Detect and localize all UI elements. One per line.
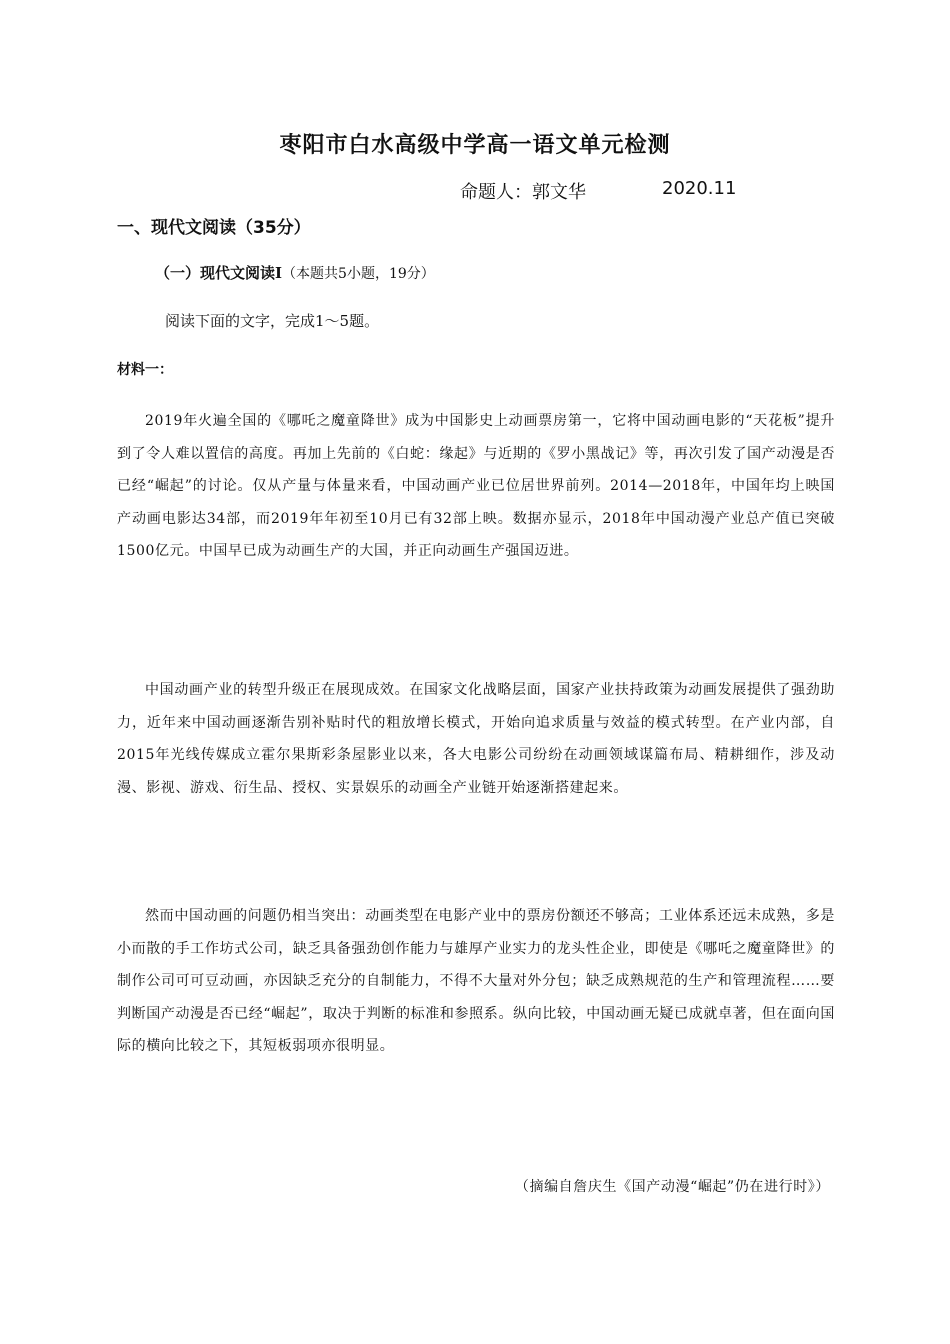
paragraph-1: 2019年火遍全国的《哪吒之魔童降世》成为中国影史上动画票房第一，它将中国动画电影的“天花板”提升到了令人难以置信的高度。再加上先前的《白蛇：缘起》与近期的《罗小黑战记》等，再次引发了国产动漫是否已经“崛起”的讨论。仅从产量与体量来看，中国动画产业已位居世界前列。2014—2018年，中国年均上映国产动画电影达34部，而2019年年初至10月已有32部上映。数据亦显示，2018年中国动漫产业总产值已突破1500亿元。中国早已成为动画生产的大国，并正向动画生产强国迈进。 xyxy=(117,413,835,559)
section-heading: 一、现代文阅读（35分） xyxy=(117,218,311,238)
subsection-heading xyxy=(155,262,435,283)
reading-instruction: 阅读下面的文字，完成1～5题。 xyxy=(165,312,380,330)
exam-date: 2020.11 xyxy=(662,178,737,199)
exam-title: 枣阳市白水高级中学高一语文单元检测 xyxy=(279,132,671,158)
material-label: 材料一： xyxy=(117,362,173,378)
author-name: 命题人：郭文华 xyxy=(460,182,586,203)
source-citation: （摘编自詹庆生《国产动漫“崛起”仍在进行时》） xyxy=(514,1179,830,1195)
subsection-title: （一）现代文阅读Ⅰ xyxy=(155,264,283,282)
author-line xyxy=(460,178,737,204)
paragraph-3: 然而中国动画的问题仍相当突出：动画类型在电影产业中的票房份额还不够高；工业体系还远未成熟，多是小而散的手工作坊式公司，缺乏具备强劲创作能力与雄厚产业实力的龙头性企业，即使是《哪吒之魔童降世》的制作公司可可豆动画，亦因缺乏充分的自制能力，不得不大量对外分包；缺乏成熟规范的生产和管理流程……要判断国产动漫是否已经“崛起”，取决于判断的标准和参照系。纵向比较，中国动画无疑已成就卓著，但在面向国际的横向比较之下，其短板弱项亦很明显。 xyxy=(117,908,835,1054)
subsection-note: （本题共5小题，19分） xyxy=(282,266,435,282)
paragraph-2: 中国动画产业的转型升级正在展现成效。在国家文化战略层面，国家产业扶持政策为动画发展提供了强劲助力，近年来中国动画逐渐告别补贴时代的粗放增长模式，开始向追求质量与效益的模式转型。在产业内部，自2015年光线传媒成立霍尔果斯彩条屋影业以来，各大电影公司纷纷在动画领域谋篇布局、精耕细作，涉及动漫、影视、游戏、衍生品、授权、实景娱乐的动画全产业链开始逐渐搭建起来。 xyxy=(117,682,835,796)
